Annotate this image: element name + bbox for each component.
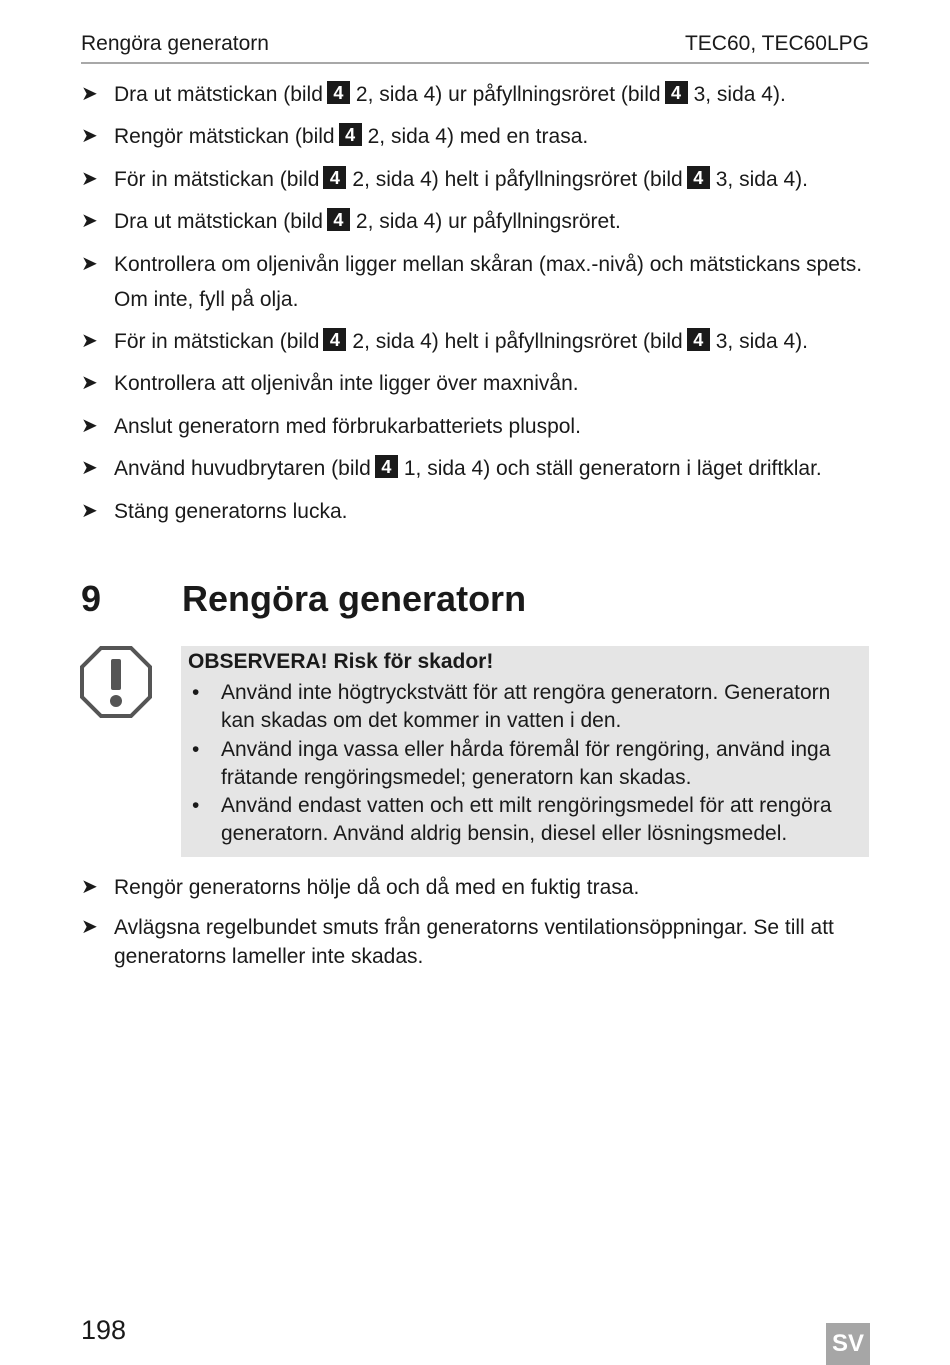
- step-text: 3, sida 4).: [715, 330, 808, 353]
- bullet-text: Använd inga vassa eller hårda föremål för rengöring, använd inga: [221, 738, 831, 761]
- section-title: Rengöra generatorn: [182, 578, 527, 619]
- step-text: 3, sida 4).: [693, 83, 786, 106]
- step-text: 3, sida 4).: [715, 168, 808, 191]
- arrow-icon: ➤: [81, 168, 98, 190]
- figure-reference-badge: 4: [323, 166, 346, 189]
- step-text: 2, sida 4) med en trasa.: [367, 125, 589, 148]
- section-number: 9: [81, 578, 102, 619]
- bullet-text: frätande rengöringsmedel; generatorn kan skadas.: [221, 766, 692, 789]
- bullet-text: kan skadas om det kommer in vatten i den.: [221, 709, 622, 732]
- figure-reference-badge: 4: [327, 81, 350, 104]
- step-text: 2, sida 4) helt i påfyllningsröret (bild: [352, 168, 683, 191]
- warning-box: [181, 646, 869, 857]
- figure-reference-badge: 4: [323, 328, 346, 351]
- arrow-icon: ➤: [81, 916, 98, 938]
- arrow-icon: ➤: [81, 253, 98, 275]
- step-text: Dra ut mätstickan (bild: [114, 83, 323, 106]
- step-text: Avlägsna regelbundet smuts från generatorns ventilationsöppningar. Se till att: [114, 916, 834, 939]
- step-text: Använd huvudbrytaren (bild: [114, 457, 371, 480]
- step-text: 2, sida 4) ur påfyllningsröret (bild: [355, 83, 661, 106]
- arrow-icon: ➤: [81, 210, 98, 232]
- figure-reference-badge: 4: [327, 208, 350, 231]
- step-text: Rengör generatorns hölje då och då med en fuktig trasa.: [114, 876, 640, 899]
- step-text: För in mätstickan (bild: [114, 330, 320, 353]
- bullet-text: Använd inte högtryckstvätt för att rengöra generatorn. Generatorn: [221, 681, 831, 704]
- arrow-icon: ➤: [81, 125, 98, 147]
- bullet-dot: •: [192, 794, 200, 817]
- step-text: För in mätstickan (bild: [114, 168, 320, 191]
- page-number: 198: [81, 1315, 127, 1345]
- header-chapter-title: Rengöra generatorn: [81, 32, 269, 55]
- step-text: Rengör mätstickan (bild: [114, 125, 335, 148]
- arrow-icon: ➤: [81, 876, 98, 898]
- bullet-text: Använd endast vatten och ett milt rengöringsmedel för att rengöra: [221, 794, 832, 817]
- figure-reference-badge: 4: [687, 166, 710, 189]
- figure-reference-badge: 4: [375, 455, 398, 478]
- arrow-icon: ➤: [81, 457, 98, 479]
- bullet-text: generatorn. Använd aldrig bensin, diesel eller lösningsmedel.: [221, 822, 788, 845]
- step-text: Kontrollera att oljenivån inte ligger över maxnivån.: [114, 372, 579, 395]
- figure-reference-badge: 4: [687, 328, 710, 351]
- arrow-icon: ➤: [81, 415, 98, 437]
- step-text: 2, sida 4) ur påfyllningsröret.: [355, 210, 621, 233]
- step-text: Kontrollera om oljenivån ligger mellan skåran (max.-nivå) och mätstickans spets.: [114, 253, 863, 276]
- arrow-icon: ➤: [81, 330, 98, 352]
- figure-reference-badge: 4: [339, 123, 362, 146]
- step-text: Anslut generatorn med förbrukarbatteriets pluspol.: [114, 415, 581, 438]
- arrow-icon: ➤: [81, 83, 98, 105]
- page-header: [81, 30, 869, 64]
- step-text: Stäng generatorns lucka.: [114, 500, 348, 523]
- step-text: 2, sida 4) helt i påfyllningsröret (bild: [352, 330, 683, 353]
- figure-reference-badge: 4: [665, 81, 688, 104]
- language-badge: SV: [826, 1323, 870, 1365]
- bullet-dot: •: [192, 681, 200, 704]
- arrow-icon: ➤: [81, 372, 98, 394]
- warning-exclamation-icon: [79, 645, 153, 719]
- arrow-icon: ➤: [81, 500, 98, 522]
- bullet-dot: •: [192, 738, 200, 761]
- step-text: generatorns lameller inte skadas.: [114, 945, 424, 968]
- header-model-name: TEC60, TEC60LPG: [684, 32, 869, 55]
- step-text: Om inte, fyll på olja.: [114, 288, 299, 311]
- step-text: 1, sida 4) och ställ generatorn i läget driftklar.: [403, 457, 822, 480]
- step-text: Dra ut mätstickan (bild: [114, 210, 323, 233]
- warning-title: OBSERVERA! Risk för skador!: [188, 650, 494, 673]
